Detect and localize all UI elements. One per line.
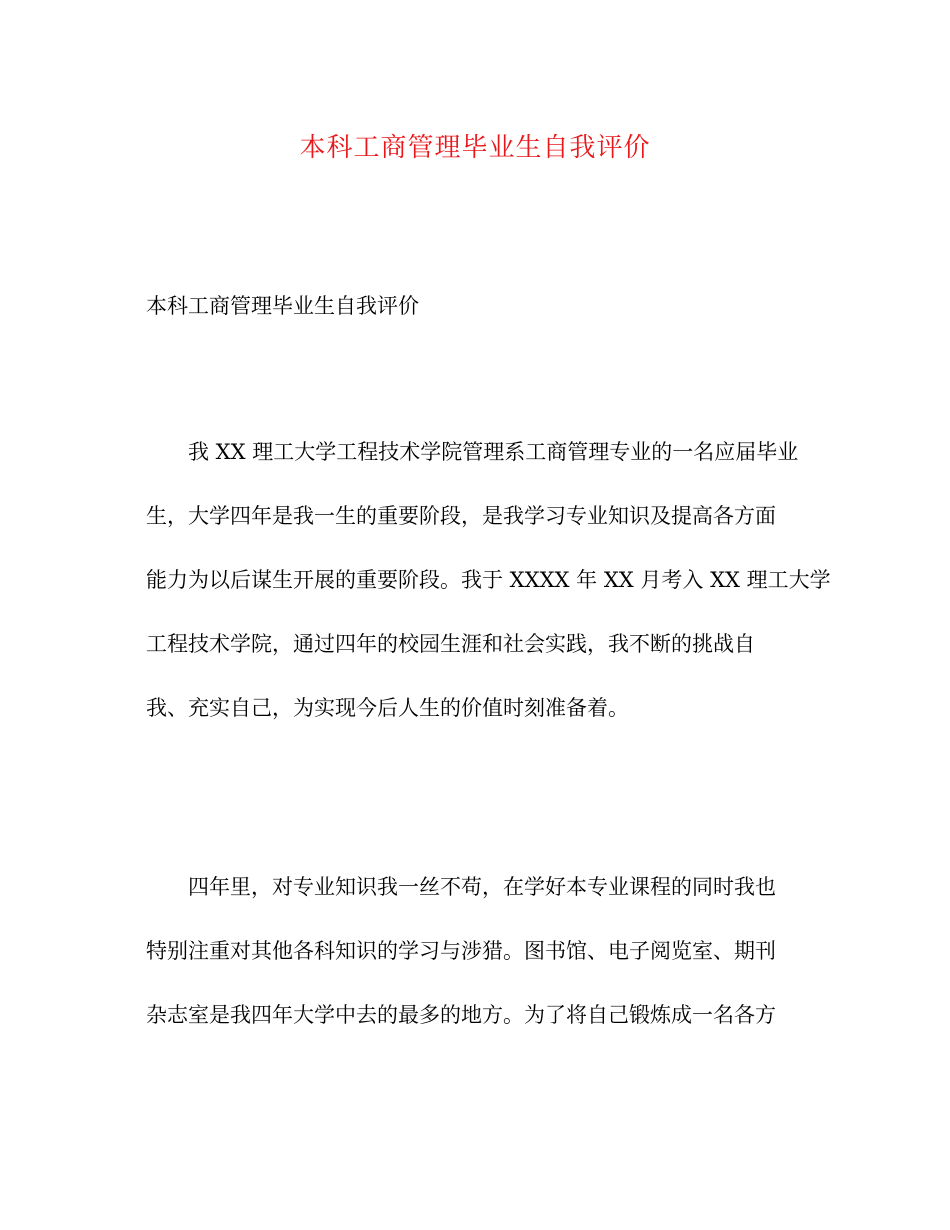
document-subtitle: 本科工商管理毕业生自我评价	[146, 294, 419, 318]
paragraph-2-line-1: 四年里，对专业知识我一丝不苟，在学好本专业课程的同时我也	[188, 875, 776, 899]
paragraph-2-line-2: 特别注重对其他各科知识的学习与涉猎。图书馆、电子阅览室、期刊	[146, 939, 776, 963]
paragraph-2-line-3: 杂志室是我四年大学中去的最多的地方。为了将自己锻炼成一名各方	[146, 1003, 776, 1027]
paragraph-1-line-5: 我、充实自己，为实现今后人生的价值时刻准备着。	[146, 696, 629, 720]
document-title: 本科工商管理毕业生自我评价	[299, 133, 651, 163]
paragraph-1	[146, 420, 831, 740]
paragraph-1-line-2: 生，大学四年是我一生的重要阶段，是我学习专业知识及提高各方面	[146, 504, 776, 528]
paragraph-1-line-3: 能力为以后谋生开展的重要阶段。我于 XXXX 年 XX 月考入 XX 理工大学	[146, 568, 831, 592]
paragraph-2	[146, 855, 806, 1047]
paragraph-1-line-4: 工程技术学院，通过四年的校园生涯和社会实践，我不断的挑战自	[146, 632, 755, 656]
paragraph-1-line-1: 我 XX 理工大学工程技术学院管理系工商管理专业的一名应届毕业	[188, 440, 799, 464]
